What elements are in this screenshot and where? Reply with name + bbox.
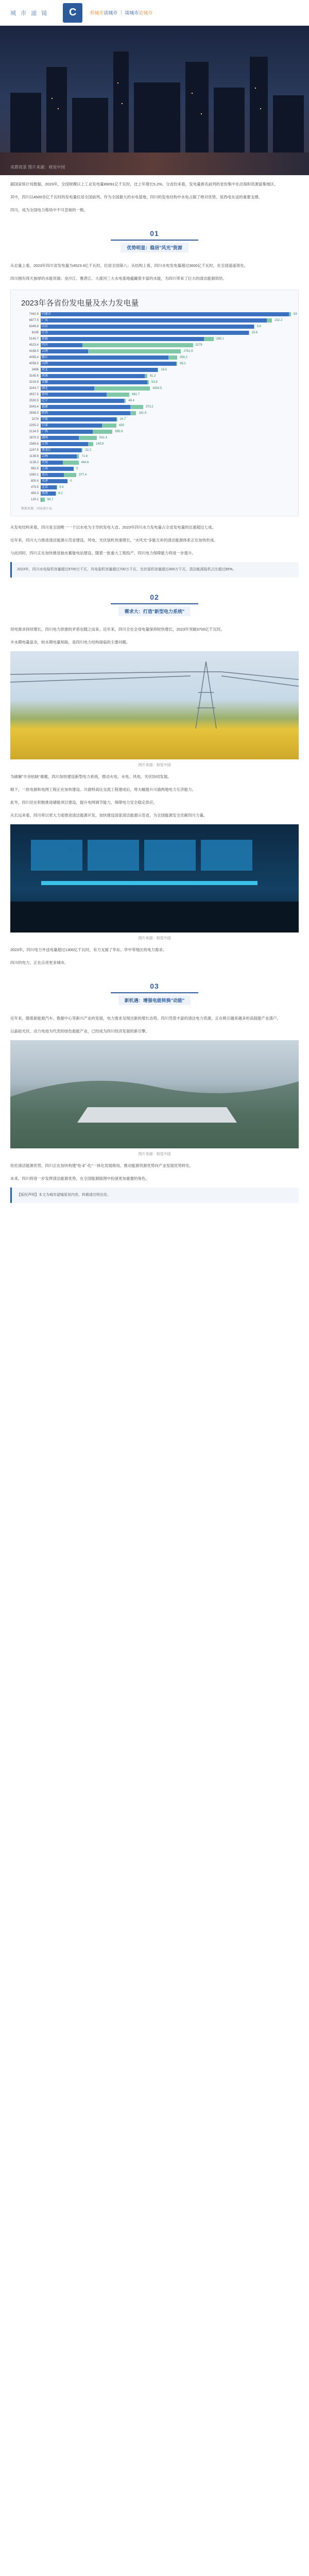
photo-3-caption: 图片来源：视觉中国	[138, 1153, 171, 1156]
chart-bar-hydro	[88, 349, 181, 353]
chart-row	[16, 342, 293, 348]
chart-bar-hydro	[102, 423, 116, 428]
s3b-p2: 未来，四川将进一步发挥清洁能源优势，在全国能源版图中扮演更加重要的角色。	[10, 1176, 149, 1181]
chart-bar-total	[41, 405, 130, 409]
hero-image	[0, 26, 309, 175]
chart-bar-total	[41, 411, 130, 415]
section-1-title	[0, 229, 309, 252]
chart-hydro-label: 71.6	[81, 455, 88, 458]
s1b-p2: 近年来，四川大力推进清洁能源示范省建设，风电、光伏装机快速增长，"水风光"多能互补的清洁能源体系正在加快形成。	[10, 538, 218, 543]
chart-row	[16, 429, 293, 435]
chart-value-label: 2530.5	[29, 399, 39, 402]
chart-value-label: 1126.3	[29, 461, 39, 464]
chart-row	[16, 460, 293, 466]
chart-category-label: 青海	[42, 461, 48, 464]
chart-category-label: 宁夏	[42, 418, 48, 421]
chart-category-label: 安徽	[42, 381, 48, 384]
chart-hydro-label: 81.2	[149, 375, 156, 378]
chart-hydro-label: 98.7	[47, 498, 54, 501]
chart-hydro-label: 3.6	[256, 325, 261, 328]
chart-bar-hydro	[116, 417, 117, 421]
chart-value-label: 1670.3	[29, 436, 39, 439]
chart-bar-hydro	[130, 411, 136, 415]
tagline-c: 论城市	[139, 10, 153, 15]
s2-p1: 用电需求持续增长，四川电力供需的矛盾也随之而来。近年来，四川全社会用电量保持较快增长，2023年突破3700亿千瓦时。	[10, 627, 225, 632]
chart-hydro-label: 32.2	[85, 449, 92, 452]
chart-bar-total	[41, 368, 158, 372]
chart-row	[16, 484, 293, 490]
chart-bar-total	[41, 448, 81, 452]
chart-hydro-label: 541.4	[99, 436, 108, 439]
chart-source: 数据来源：国家统计局	[21, 507, 53, 511]
photo-rapeseed-pylon	[10, 651, 299, 759]
chart-value-label: 120.1	[30, 498, 39, 501]
power-chart	[10, 290, 299, 516]
chart-category-label: 辽宁	[42, 399, 48, 402]
chart-row	[16, 441, 293, 447]
chart-row	[16, 392, 293, 398]
chart-value-label: 4058.5	[29, 362, 39, 365]
chart-row	[16, 435, 293, 441]
chart-bar-hydro	[168, 355, 177, 360]
chart-category-label: 藏	[42, 502, 45, 505]
chart-bar-total	[41, 473, 64, 477]
chart-bar-total	[41, 318, 267, 323]
chart-hydro-label: 681.7	[132, 393, 140, 396]
chart-hydro-label: 1654.5	[152, 387, 162, 390]
chart-row	[16, 330, 293, 336]
chart-bar-hydro	[77, 454, 79, 459]
chart-row	[16, 324, 293, 330]
chart-value-label: 450.3	[30, 492, 39, 495]
chart-value-label: 3165.6	[29, 375, 39, 378]
chart-row	[16, 478, 293, 484]
chart-value-label: 3215.6	[29, 381, 39, 384]
chart-row	[16, 379, 293, 385]
chart-category-label: 山西	[42, 362, 48, 365]
s1b-p1: 从发电结构来看，四川是全国唯一一个以水电为主导的发电大省。2023年四川水力发电量占全省发电量的比重超过七成。	[10, 525, 216, 530]
chart-bar-hydro	[124, 399, 126, 403]
chart-bar-hydro	[93, 430, 113, 434]
chart-bar-total	[41, 386, 94, 391]
chart-category-label: 河南	[42, 375, 48, 378]
chart-value-label: 1139.9	[29, 455, 39, 458]
chart-bar-total	[41, 461, 63, 465]
chart-bar-hydro	[41, 498, 44, 502]
chart-category-label: 广东	[42, 319, 48, 322]
chart-row	[16, 466, 293, 472]
chart-bar-total	[41, 479, 67, 483]
chart-value-label: 4055.4	[29, 356, 39, 359]
chart-value-label: 1565.6	[29, 443, 39, 446]
chart-value-label: 2134.5	[29, 430, 39, 433]
s2c-p2: 四川的电力，正在点亮更多城市。	[10, 960, 68, 965]
chart-hydro-label: 15.6	[251, 331, 258, 334]
chart-category-label: 江西	[42, 443, 48, 446]
chart-category-label: 吉林	[42, 455, 48, 458]
highlight-quote-1: 2023年，四川水电装机容量超过9700万千瓦，风电装机容量超过700万千瓦，光伏装机容量超过400万千瓦，清洁能源装机占比超过85%。	[10, 562, 299, 578]
chart-category-label: 四川	[42, 344, 48, 347]
chart-hydro-label: 373.2	[145, 405, 153, 409]
chart-bar-hydro	[107, 393, 130, 397]
chart-bar-total	[41, 349, 88, 353]
chart-hydro-label: 18.5	[161, 368, 167, 371]
chart-hydro-label: 595.9	[115, 430, 123, 433]
section-1-label: 优势明显：稳居"风光"资源	[121, 243, 188, 252]
chart-bar-total	[41, 343, 82, 347]
chart-hydro-label: 0	[70, 480, 72, 483]
chart-category-label: 黑龙江	[42, 449, 52, 452]
header-tagline	[90, 9, 152, 16]
chart-bar-hydro	[204, 337, 214, 341]
chart-row	[16, 490, 293, 497]
section-3-label: 新机遇：增强电能转换"动能"	[118, 995, 191, 1005]
section-divider	[111, 240, 198, 241]
chart-category-label: 海南	[42, 492, 48, 495]
chart-bar-total	[41, 430, 93, 434]
chart-row	[16, 354, 293, 361]
chart-category-label: 陕西	[42, 412, 48, 415]
chart-row	[16, 348, 293, 354]
chart-row	[16, 367, 293, 373]
chart-bar-total	[41, 436, 79, 440]
chart-bar-total	[41, 331, 249, 335]
chart-value-label: 3496	[31, 368, 39, 371]
chart-hydro-label: 24.7	[119, 418, 126, 421]
chart-hydro-label: 2761.5	[183, 350, 193, 353]
chart-row	[16, 317, 293, 324]
chart-hydro-label: 3279	[195, 344, 202, 347]
chart-hydro-label: 152.2	[274, 319, 283, 322]
chart-value-label: 3243.7	[29, 387, 39, 390]
photo-1-caption: 图片来源：视觉中国	[138, 764, 171, 767]
chart-bar-hydro	[267, 318, 272, 323]
chart-bar-total	[41, 467, 74, 471]
chart-bar-total	[41, 362, 176, 366]
chart-bar-total	[41, 337, 204, 341]
header	[0, 0, 309, 26]
photo-2-caption: 图片来源：视觉中国	[138, 937, 171, 940]
chart-value-label: 982.5	[30, 467, 39, 470]
chart-bar-total	[41, 355, 168, 360]
chart-category-label: 甘肃	[42, 424, 48, 427]
chart-category-label: 重庆	[42, 473, 48, 477]
chart-row	[16, 472, 293, 478]
chart-bar-total	[41, 393, 107, 397]
chart-hydro-label: 289.1	[216, 337, 224, 341]
chart-bar-total	[41, 312, 289, 316]
section-1-num: 01	[150, 229, 159, 238]
chart-value-label: 1247.5	[29, 449, 39, 452]
chart-row	[16, 398, 293, 404]
chart-bar-hydro	[88, 442, 93, 446]
chart-category-label: 山东	[42, 325, 48, 328]
section-3-title	[0, 982, 309, 1005]
chart-category-label: 北京	[42, 486, 48, 489]
chart-category-label: 福建	[42, 405, 48, 409]
chart-value-label: 800.4	[30, 480, 39, 483]
chart-bar-hydro	[145, 374, 147, 378]
chart-bar-hydro	[63, 461, 78, 465]
chart-value-label: 2838.5	[29, 412, 39, 415]
s1b-p3: 与此同时，四川正在加快推进抽水蓄能电站建设。随着一批重大工程投产，四川电力保障能力将进一步提升。	[10, 551, 196, 555]
chart-bars	[16, 311, 297, 505]
chart-bar-hydro	[81, 448, 82, 452]
brand-name: 城 市 滤 镜	[10, 10, 49, 16]
chart-hydro-label: 8.2	[58, 492, 63, 495]
chart-row	[16, 404, 293, 410]
chart-row	[16, 373, 293, 379]
chart-hydro-label: 377.4	[79, 473, 87, 477]
chart-row	[16, 447, 293, 453]
chart-value-label: 4523.4	[29, 344, 39, 347]
s2b-p4: 从长远来看，四川将以更大力度推进清洁能源开发，加快建设国家清洁能源示范省，为全国能源安全贡献四川力量。	[10, 813, 208, 818]
chart-bar-hydro	[94, 386, 150, 391]
chart-bar-hydro	[176, 362, 177, 366]
copyright-note: 【版权声明】本文为城市滤镜原创内容，转载请注明出处。	[10, 1188, 299, 1203]
chart-bar-hydro	[130, 405, 143, 409]
section-divider	[111, 603, 198, 604]
chart-bar-total	[41, 325, 254, 329]
chart-bar-hydro	[64, 473, 77, 477]
chart-bar-total	[41, 442, 88, 446]
chart-category-label: 江苏	[42, 331, 48, 334]
chart-value-label: 6877.5	[29, 319, 39, 322]
section-2-title	[0, 593, 309, 616]
section-2-num: 02	[150, 593, 159, 601]
chart-category-label: 湖南	[42, 436, 48, 439]
chart-hydro-label: 430	[118, 424, 124, 427]
intro-p3: 四川，成为全国电力格局中不可忽视的一极。	[10, 208, 88, 212]
chart-bar-total	[41, 399, 124, 403]
chart-bar-total	[41, 492, 56, 496]
chart-row	[16, 453, 293, 460]
chart-row	[16, 410, 293, 416]
chart-bar-total	[41, 454, 77, 459]
s2b-p2: 眼下，一批电源和电网工程正在加快建设。川渝特高压交流工程建成后，将大幅提升川渝两地电力互济能力。	[10, 787, 196, 792]
chart-category-label: 内蒙古	[42, 313, 52, 316]
chart-row	[16, 416, 293, 422]
chart-category-label: 广西	[42, 430, 48, 433]
chart-bar-total	[41, 423, 102, 428]
s3-p1: 近年来，随着新能源汽车、数据中心等新兴产业的发展，电力需求呈现出新的增长态势。四川凭借丰富的清洁电力资源，正在吸引越来越多的高载能产业落户。	[10, 1016, 281, 1021]
chart-value-label: 2637.5	[29, 393, 39, 396]
chart-value-label: 2274	[31, 418, 39, 421]
chart-bar-hydro	[289, 312, 291, 316]
chart-value-label: 6195	[31, 331, 39, 334]
chart-category-label: 贵州	[42, 393, 48, 396]
chart-hydro-label: 38.2	[180, 362, 186, 365]
chart-hydro-label: 0	[76, 467, 78, 470]
photo-control-room	[10, 824, 299, 933]
intro-p1: 据国家统计局数据，2023年，全国规模以上工业发电量89091亿千瓦时，比上年增长5.2%。分省份来看，发电量排名前列的省份集中在沿海和资源富集地区。	[10, 182, 278, 187]
chart-hydro-label: 464.6	[81, 461, 89, 464]
section-divider	[111, 992, 198, 993]
chart-hydro-label: 63	[294, 313, 297, 316]
chart-hydro-label: 53.8	[151, 381, 158, 384]
chart-category-label: 天津	[42, 480, 48, 483]
section-3-num: 03	[150, 982, 159, 990]
chart-title: 2023年各省份发电量及水力发电量	[21, 299, 139, 308]
chart-category-label: 云南	[42, 350, 48, 353]
chart-hydro-label: 149.9	[96, 443, 104, 446]
chart-category-label: 上海	[42, 467, 48, 470]
chart-bar-total	[41, 374, 145, 378]
chart-row	[16, 385, 293, 392]
chart-bar-hydro	[79, 436, 97, 440]
chart-hydro-label: 181.9	[139, 412, 147, 415]
chart-value-label: 2250.2	[29, 424, 39, 427]
chart-bar-total	[41, 417, 116, 421]
brand-logo: C	[63, 3, 82, 23]
chart-bar-total	[41, 380, 147, 384]
chart-row	[16, 361, 293, 367]
chart-value-label: 479.5	[30, 486, 39, 489]
chart-row	[16, 422, 293, 429]
s3-p2: 以晶硅光伏、动力电池为代表的绿色载能产业，已经成为四川经济发展的新引擎。	[10, 1029, 149, 1033]
s1-p2: 四川拥有得天独厚的水能资源。金沙江、雅砻江、大渡河三大水电基地蕴藏着丰富的水能，为四川带来了巨大的清洁能源供给。	[10, 276, 227, 281]
chart-category-label: 湖北	[42, 387, 48, 390]
chart-value-label: 4168.5	[29, 350, 39, 353]
chart-row	[16, 336, 293, 342]
photo-dam	[10, 1040, 299, 1148]
chart-row	[16, 497, 293, 503]
chart-row	[16, 311, 297, 317]
chart-hydro-label: 256.2	[179, 356, 187, 359]
chart-value-label: 7442.9	[29, 313, 39, 316]
chart-bar-hydro	[82, 343, 193, 347]
section-2-label: 需求大：打造"新型电力系统"	[118, 606, 191, 616]
chart-value-label: 5140.7	[29, 337, 39, 341]
tagline-a: 看城市	[90, 10, 104, 15]
chart-bar-total	[41, 485, 57, 489]
s2b-p1: 为破解"丰余枯缺"难题，四川加快建设新型电力系统，推动火电、水电、风电、光伏协同发展。	[10, 774, 171, 779]
chart-value-label: 6346.8	[29, 325, 39, 328]
s1-p1: 从总量上看，2023年四川省发电量为4523.4亿千瓦时，位居全国第八；从结构上看，四川水电发电量超过3000亿千瓦时，在全国遥遥领先。	[10, 263, 248, 268]
chart-hydro-label: 9.6	[59, 486, 64, 489]
chart-value-label: 3043.4	[29, 405, 39, 409]
chart-hydro-label: 48.4	[128, 399, 134, 402]
chart-category-label: 新疆	[42, 337, 48, 341]
s2c-p1: 2023年，四川电力外送电量超过1300亿千瓦时，有力支援了华东、华中等地区的电力需求。	[10, 947, 167, 952]
chart-bar-hydro	[147, 380, 149, 384]
intro-p2: 其中，四川以4500余亿千瓦时的发电量位居全国前列。作为全国最大的水电基地，四川的发电结构中水电占据了绝对优势，是西电东送的重要支撑。	[10, 195, 263, 199]
chart-category-label: 河北	[42, 368, 48, 371]
chart-category-label: 浙江	[42, 356, 48, 359]
tagline-b: 读城市 ｜ 谈城市	[104, 10, 139, 15]
hero-caption: 成都夜景 图片来源：视觉中国	[10, 165, 65, 170]
chart-value-label: 1060.1	[29, 473, 39, 477]
s2b-p3: 此外，四川还在积极推进储能项目建设，提升电网调节能力，保障电力安全稳定供应。	[10, 800, 157, 805]
s3b-p1: 依托清洁能源优势，四川正在加快构建"电-矿-化"一体化发展格局，推动能源资源优势向产业发展优势转化。	[10, 1163, 194, 1168]
s2-p2: 丰水期电量富余，枯水期电量短缺，是四川电力结构面临的主要问题。	[10, 640, 130, 645]
